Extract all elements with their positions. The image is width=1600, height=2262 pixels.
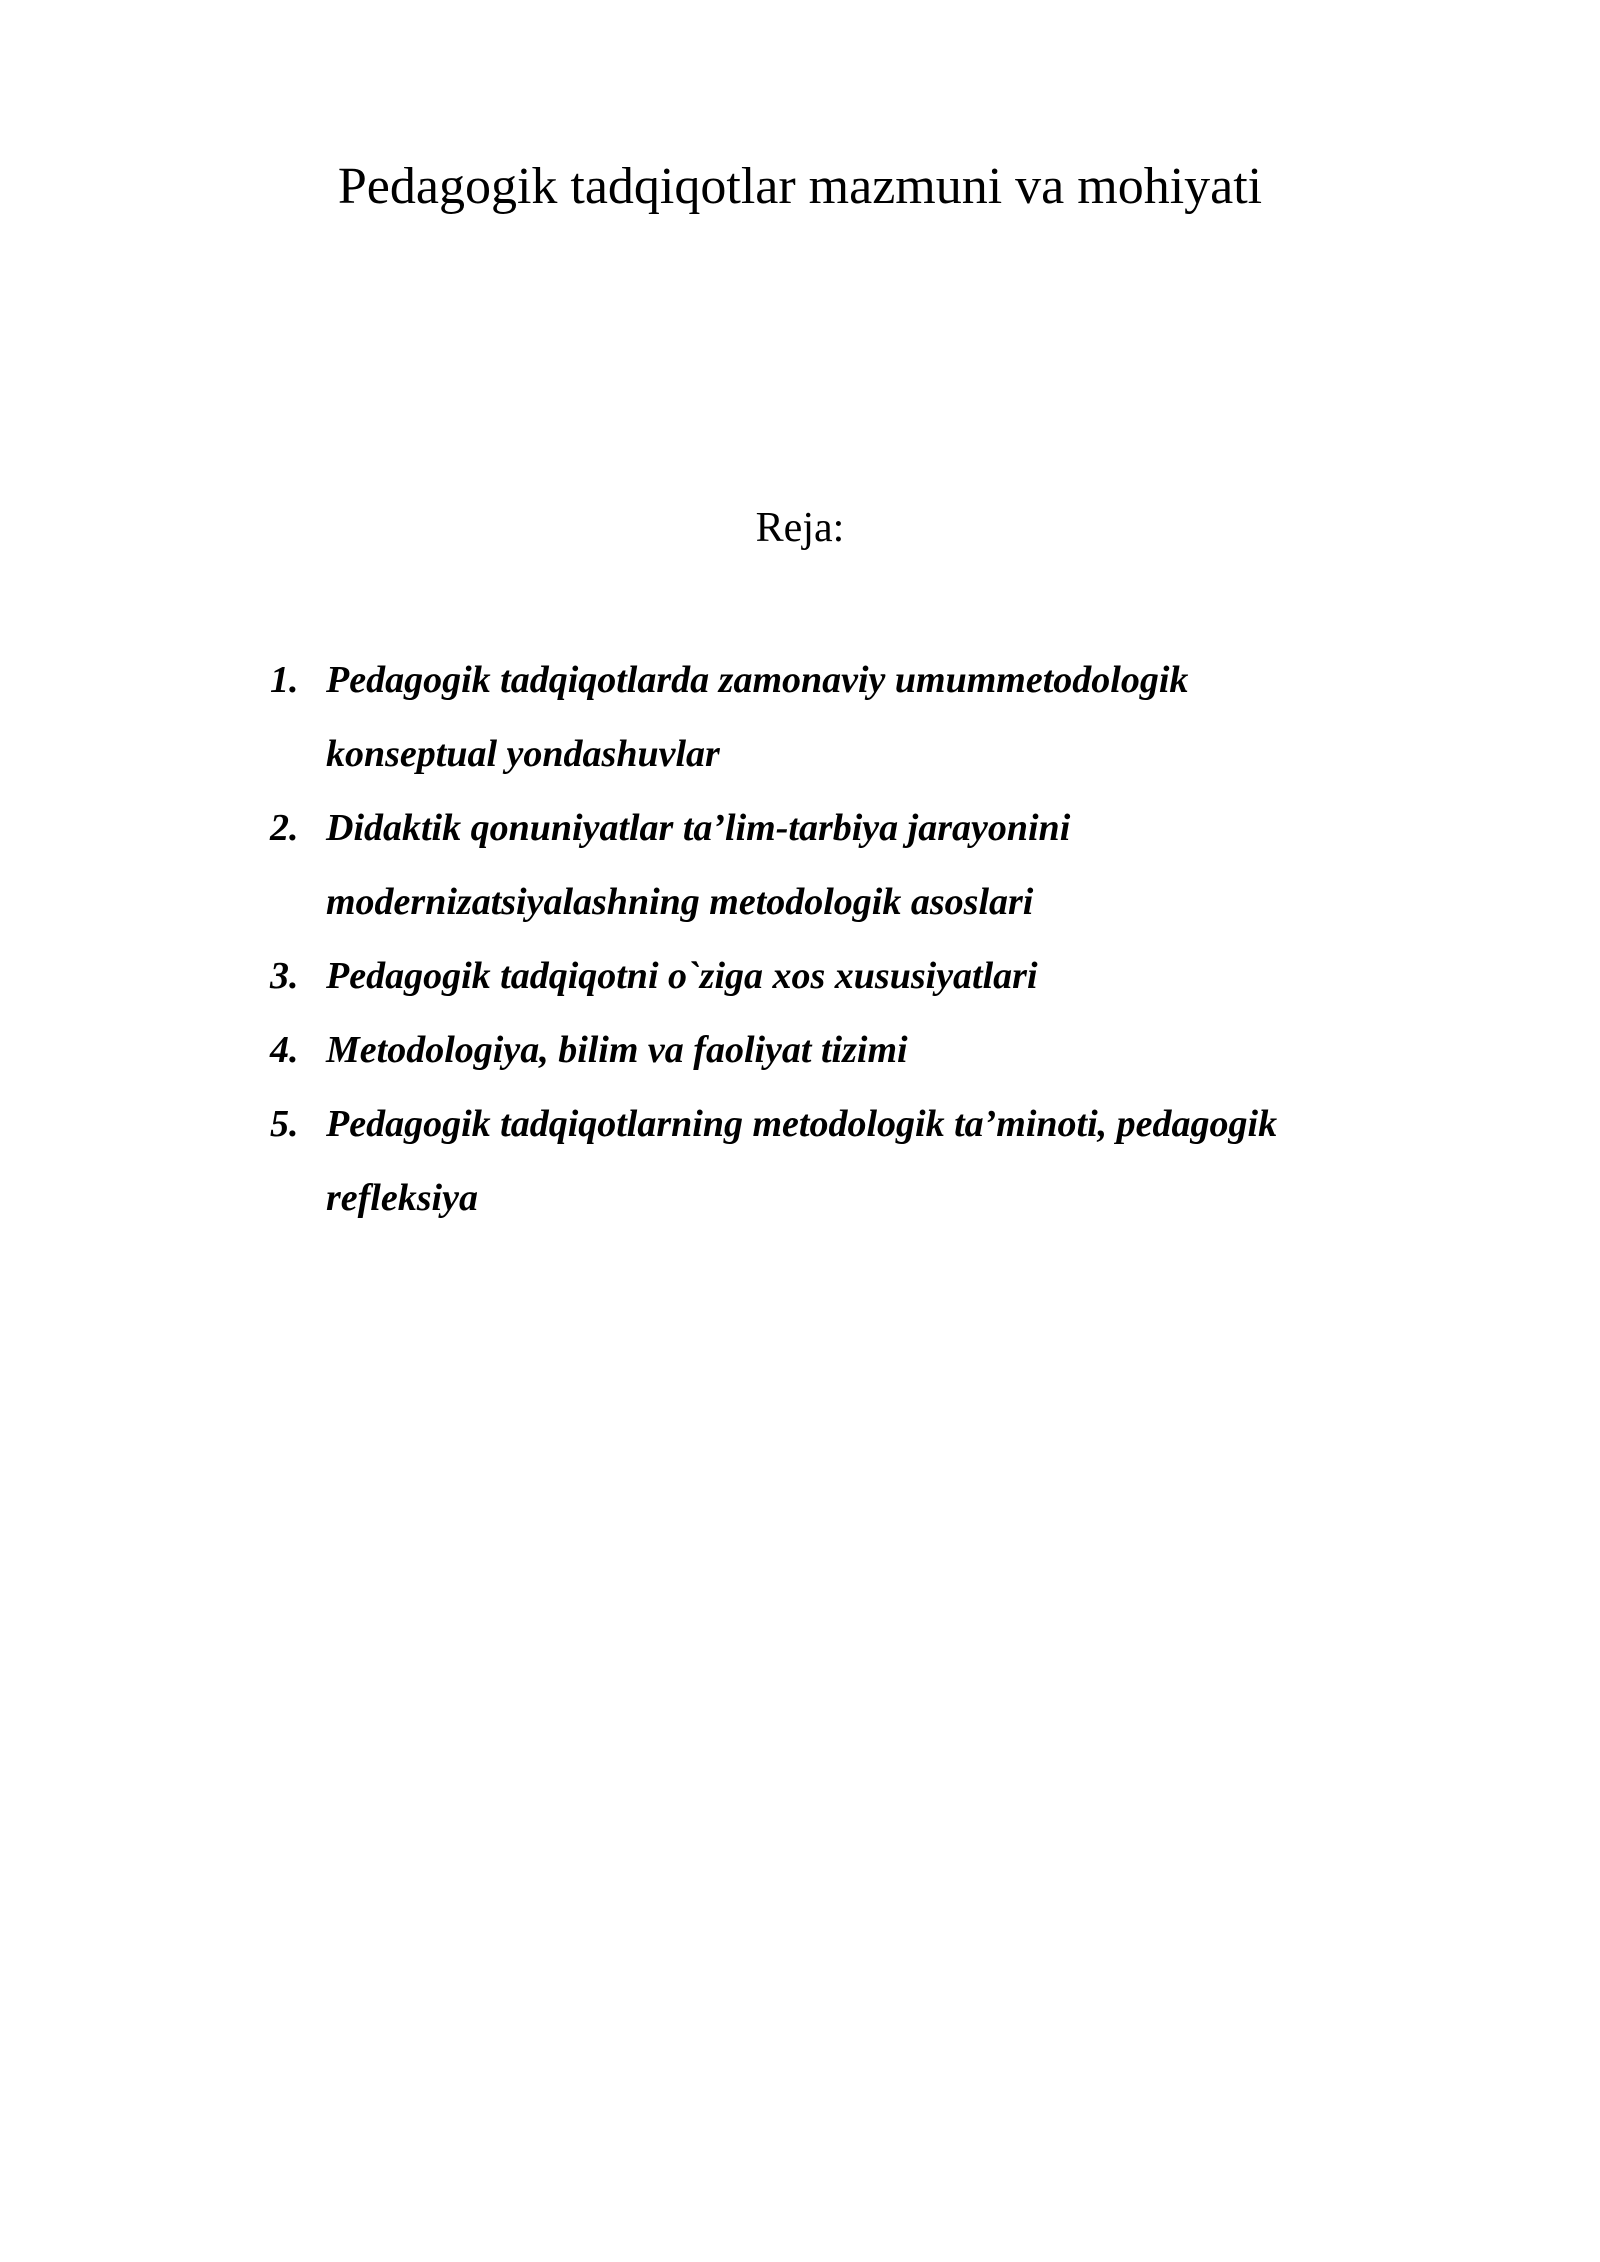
plan-item-5 [270,1087,1420,1235]
plan-item-text [326,1013,1420,1087]
plan-item-number: 3. [270,955,299,997]
plan-item-number: 2. [270,807,299,849]
plan-item-line: Metodologiya, bilim va faoliyat tizimi [326,1029,908,1071]
plan-item-3 [270,939,1420,1013]
plan-item-1 [270,643,1420,791]
plan-list [270,643,1420,1235]
plan-item-line: Pedagogik tadqiqotlarda zamonaviy umummetodologik [326,659,1189,701]
plan-item-number: 5. [270,1103,299,1145]
plan-item-line: konseptual yondashuvlar [326,733,720,775]
plan-item-number: 1. [270,659,299,701]
plan-item-line: Pedagogik tadqiqotlarning metodologik ta’minoti, pedagogik [326,1103,1278,1145]
plan-item-2 [270,791,1420,939]
plan-item-text [326,643,1420,791]
plan-item-number: 4. [270,1029,299,1071]
plan-item-line: modernizatsiyalashning metodologik asoslari [326,881,1034,923]
plan-item-4 [270,1013,1420,1087]
plan-item-line: refleksiya [326,1177,478,1219]
plan-item-text [326,1087,1420,1235]
plan-heading: Reja: [755,505,845,551]
document-title: Pedagogik tadqiqotlar mazmuni va mohiyati [337,158,1263,215]
plan-item-text [326,939,1420,1013]
plan-item-line: Pedagogik tadqiqotni o`ziga xos xususiyatlari [326,955,1038,997]
plan-item-text [326,791,1420,939]
plan-item-line: Didaktik qonuniyatlar ta’lim-tarbiya jarayonini [326,807,1071,849]
